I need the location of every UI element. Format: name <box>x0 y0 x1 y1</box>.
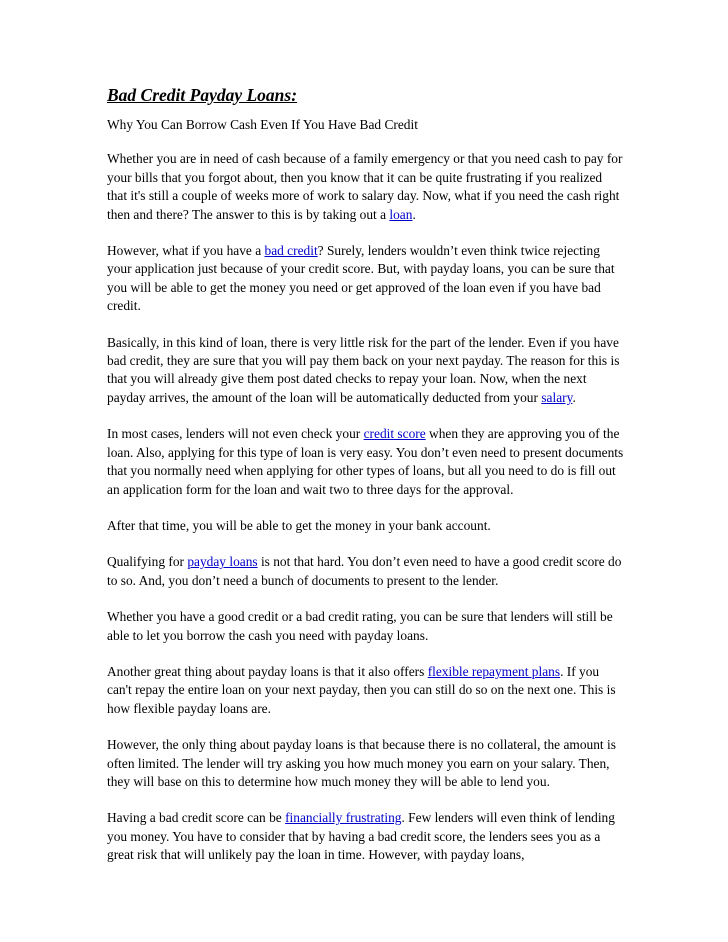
paragraph-text: is not that hard. You don’t even need to have a good credit score do to so. And, you don’t need a bunch of documents to present to the lender. <box>107 554 622 588</box>
paragraph-text: when they are approving you of the loan. Also, applying for this type of loan is very easy. You don’t even need to present documents that you normally need when applying for other types of loans, but all you need to do is fill out an application form for the loan and wait two to three days for the approval. <box>107 426 624 497</box>
paragraph-text: . <box>572 389 576 405</box>
paragraph-text: However, what if you have a <box>107 243 265 259</box>
paragraph-text: . <box>412 206 416 222</box>
paragraph-text: . If you can't repay the entire loan on your next payday, then you can still do so on the next one. This is how flexible payday loans are. <box>107 663 616 716</box>
paragraph-6 <box>107 553 625 590</box>
paragraph-8 <box>107 663 625 718</box>
link-loan[interactable]: loan <box>389 206 413 222</box>
link-flexible-repayment-plans[interactable]: flexible repayment plans <box>427 663 561 679</box>
paragraph-text: Basically, in this kind of loan, there is very little risk for the part of the lender. Even if you have bad credit, they are sure that you will pay them back on your next payday. The reason for this is that you will already give them post dated checks to repay your loan. Now, when the next payday arrives, the amount of the loan will be automatically deducted from your <box>107 334 620 405</box>
link-salary[interactable]: salary <box>541 389 573 405</box>
document-page <box>107 84 625 883</box>
paragraph-text: In most cases, lenders will not even check your <box>107 426 364 442</box>
paragraph-7: Whether you have a good credit or a bad credit rating, you can be sure that lenders will still be able to let you borrow the cash you need with payday loans. <box>107 609 613 643</box>
paragraph-text: Qualifying for <box>107 554 188 570</box>
link-bad-credit[interactable]: bad credit <box>264 243 318 259</box>
document-subtitle: Why You Can Borrow Cash Even If You Have Bad Credit <box>107 117 418 132</box>
paragraph-5: After that time, you will be able to get the money in your bank account. <box>107 517 491 533</box>
paragraph-3 <box>107 334 625 408</box>
paragraph-4 <box>107 425 625 499</box>
paragraph-1 <box>107 150 625 224</box>
paragraph-10 <box>107 809 625 864</box>
link-financially-frustrating[interactable]: financially frustrating <box>285 810 402 826</box>
paragraph-text: Another great thing about payday loans is that it also offers <box>107 663 428 679</box>
paragraph-text: Whether you are in need of cash because of a family emergency or that you need cash to pay for your bills that you forgot about, then you know that it can be quite frustrating if you realized that it's still a couple of weeks more of work to salary day. Now, what if you need the cash right then and there? The answer to this is by taking out a <box>107 151 623 222</box>
paragraph-text: . Few lenders will even think of lending you money. You have to consider that by having a bad credit score, the lenders sees you as a great risk that will unlikely pay the loan in time. However, with payday loans, <box>107 810 615 863</box>
link-credit-score[interactable]: credit score <box>363 426 426 442</box>
paragraph-2 <box>107 242 625 316</box>
link-payday-loans[interactable]: payday loans <box>187 554 258 570</box>
paragraph-text: Having a bad credit score can be <box>107 810 286 826</box>
paragraph-9: However, the only thing about payday loans is that because there is no collateral, the amount is often limited. The lender will try asking you how much money you earn on your salary. Then, they will base on this to determine how much money they will be able to lend you. <box>107 737 616 789</box>
paragraph-text: ? Surely, lenders wouldn’t even think twice rejecting your application just because of your credit score. But, with payday loans, you can be sure that you will be able to get the money you need or get approved of the loan even if you have bad credit. <box>107 243 615 314</box>
document-title: Bad Credit Payday Loans: <box>107 85 298 105</box>
